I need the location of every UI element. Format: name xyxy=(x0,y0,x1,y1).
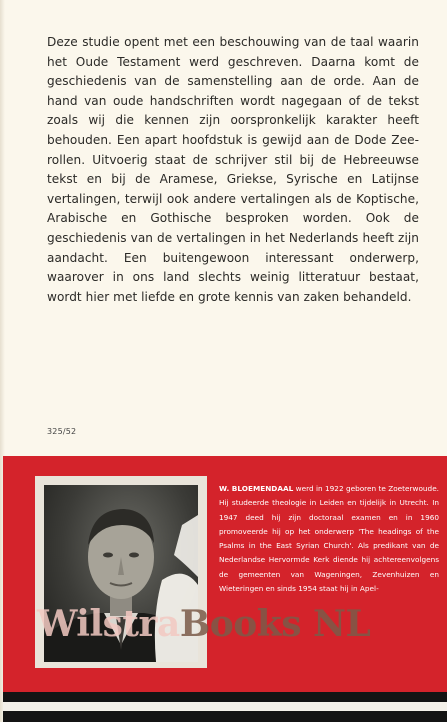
white-stripe xyxy=(3,702,447,711)
watermark-part-1: Wilstra xyxy=(37,603,180,645)
author-bio-text: werd in 1922 geboren te Zoeterwoude. Hij studeerde theologie in Leiden en tijdelijk in Utrecht. In 1947 deed hij zijn doctoraal examen en in 1960 promoveerde hij op het onderwerp 'The headings of the Psalms in the East Syrian Church'. Als predikant van de Nederlandse Hervormde Kerk diende hij achtereenvolgens de gemeenten van Wageningen, Zevenhuizen en Wieteringen en sinds 1954 staat hij in Apel- xyxy=(219,484,440,594)
author-name: W. BLOEMENDAAL xyxy=(219,484,294,493)
watermark-part-2: Books NL xyxy=(179,603,371,645)
watermark xyxy=(37,603,370,645)
author-bio xyxy=(219,482,439,596)
description-text: Deze studie opent met een beschouwing van de taal waarin het Oude Testament werd geschreven. Daarna komt de geschiedenis van de samenstelling aan de orde. Aan de hand van oude handschriften wordt nagegaan of de tekst zoals wij die kennen zijn oorspronkelijk karakter heeft behouden. Een apart hoofdstuk is gewijd aan de Dode Zee-rollen. Uitvoerig staat de schrijver stil bij de Hebreeuwse tekst en bij de Aramese, Griekse, Syrische en Latijnse vertalingen, terwijl ook andere vertalingen als de Koptische, Arabische en Gothische besproken worden. Ook de geschiedenis van de vertalingen in het Nederlands heeft zijn aandacht. Een buitengewoon interessant onderwerp, waarover in ons land slechts weinig litteratuur bestaat, wordt hier met liefde en grote kennis van zaken behandeld. xyxy=(47,35,419,304)
catalog-number: 325/52 xyxy=(47,427,77,436)
